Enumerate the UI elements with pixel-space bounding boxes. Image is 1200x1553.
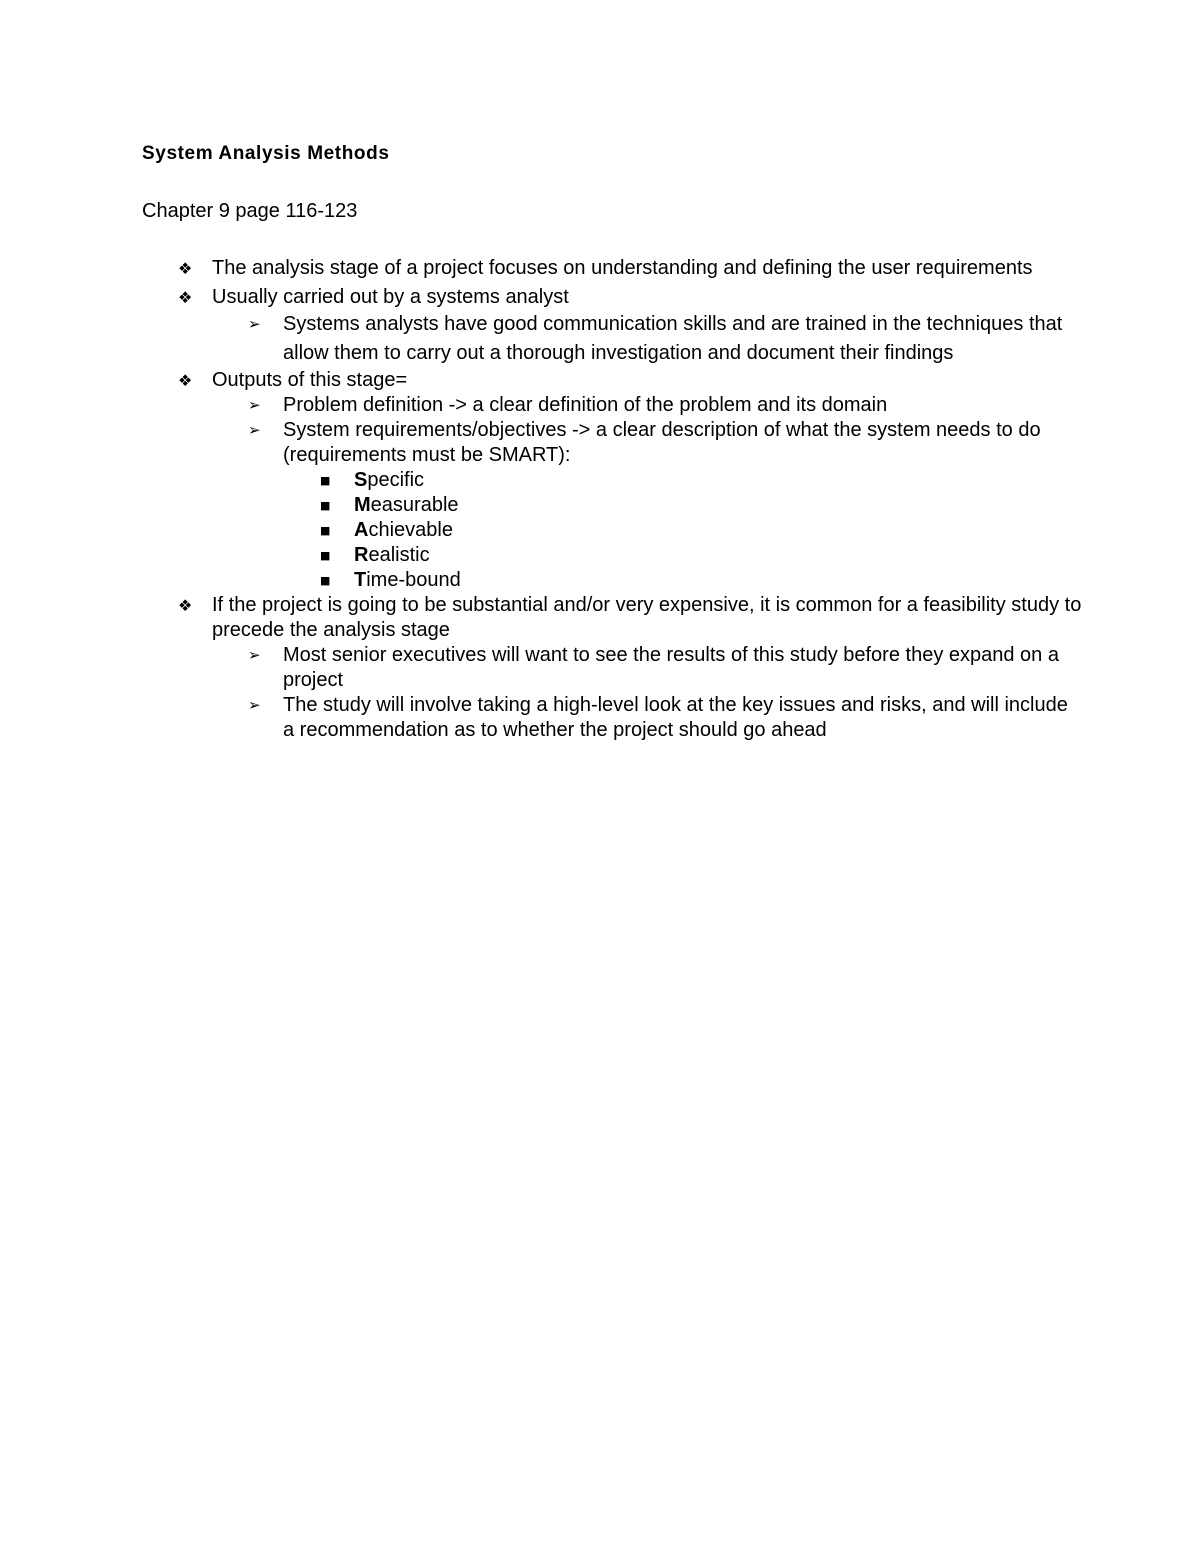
- smart-word-rest: ime-bound: [366, 569, 461, 591]
- square-bullet-icon: ■: [320, 524, 331, 537]
- notes-content: [142, 256, 1082, 743]
- square-bullet-icon: ■: [320, 499, 331, 512]
- list-item: [142, 593, 1082, 743]
- sub-list-item-text: System requirements/objectives -> a clear description of what the system needs to do (requirements must be SMART):: [283, 419, 1041, 466]
- smart-word-rest: chievable: [368, 519, 453, 541]
- list-item: [142, 285, 1082, 368]
- arrowhead-bullet-icon: ➢: [248, 696, 261, 714]
- arrowhead-bullet-icon: ➢: [248, 421, 261, 439]
- sub-list: [142, 393, 1082, 593]
- sub-list-item: [142, 310, 1082, 368]
- smart-letter: M: [354, 494, 371, 516]
- smart-list: [142, 468, 1082, 593]
- list-item: [142, 256, 1082, 281]
- square-bullet-icon: ■: [320, 549, 331, 562]
- chapter-reference: Chapter 9 page 116-123: [142, 200, 358, 222]
- arrowhead-bullet-icon: ➢: [248, 396, 261, 414]
- sub-list-item: [142, 393, 1082, 418]
- smart-letter: R: [354, 544, 369, 566]
- bullet-list: [142, 256, 1082, 743]
- arrowhead-bullet-icon: ➢: [248, 646, 261, 664]
- sub-list: [142, 310, 1082, 368]
- diamond-bullet-icon: ❖: [178, 288, 193, 307]
- smart-item-measurable: [142, 493, 1082, 518]
- smart-letter: S: [354, 469, 368, 491]
- list-item-text: If the project is going to be substantial and/or very expensive, it is common for a feasibility study to precede the analysis stage: [212, 594, 1082, 641]
- smart-item-specific: [142, 468, 1082, 493]
- list-item-text: The analysis stage of a project focuses on understanding and defining the user requirements: [212, 257, 1033, 279]
- square-bullet-icon: ■: [320, 574, 331, 587]
- smart-item-time-bound: [142, 568, 1082, 593]
- square-bullet-icon: ■: [320, 474, 331, 487]
- list-item: [142, 368, 1082, 593]
- document-title: System Analysis Methods: [142, 143, 390, 164]
- smart-letter: A: [354, 519, 369, 541]
- sub-list-item-text: The study will involve taking a high-level look at the key issues and risks, and will include a recommendation as to whether the project should go ahead: [283, 694, 1068, 741]
- diamond-bullet-icon: ❖: [178, 371, 193, 390]
- diamond-bullet-icon: ❖: [178, 596, 193, 615]
- sub-list-item: [142, 643, 1082, 693]
- sub-list: [142, 643, 1082, 743]
- arrowhead-bullet-icon: ➢: [248, 315, 261, 333]
- smart-word-rest: pecific: [367, 469, 425, 491]
- sub-list-item-text: Systems analysts have good communication skills and are trained in the techniques that allow them to carry out a thorough investigation and document their findings: [283, 313, 1063, 364]
- smart-letter: T: [354, 569, 367, 591]
- diamond-bullet-icon: ❖: [178, 259, 193, 278]
- smart-item-realistic: [142, 543, 1082, 568]
- smart-item-achievable: [142, 518, 1082, 543]
- sub-list-item-text: Most senior executives will want to see the results of this study before they expand on a project: [283, 644, 1059, 691]
- list-item-text: Outputs of this stage=: [212, 369, 408, 391]
- smart-word-rest: easurable: [370, 494, 459, 516]
- list-item-text: Usually carried out by a systems analyst: [212, 286, 569, 308]
- sub-list-item: [142, 693, 1082, 743]
- sub-list-item: [142, 418, 1082, 593]
- sub-list-item-text: Problem definition -> a clear definition of the problem and its domain: [283, 394, 888, 416]
- smart-word-rest: ealistic: [368, 544, 430, 566]
